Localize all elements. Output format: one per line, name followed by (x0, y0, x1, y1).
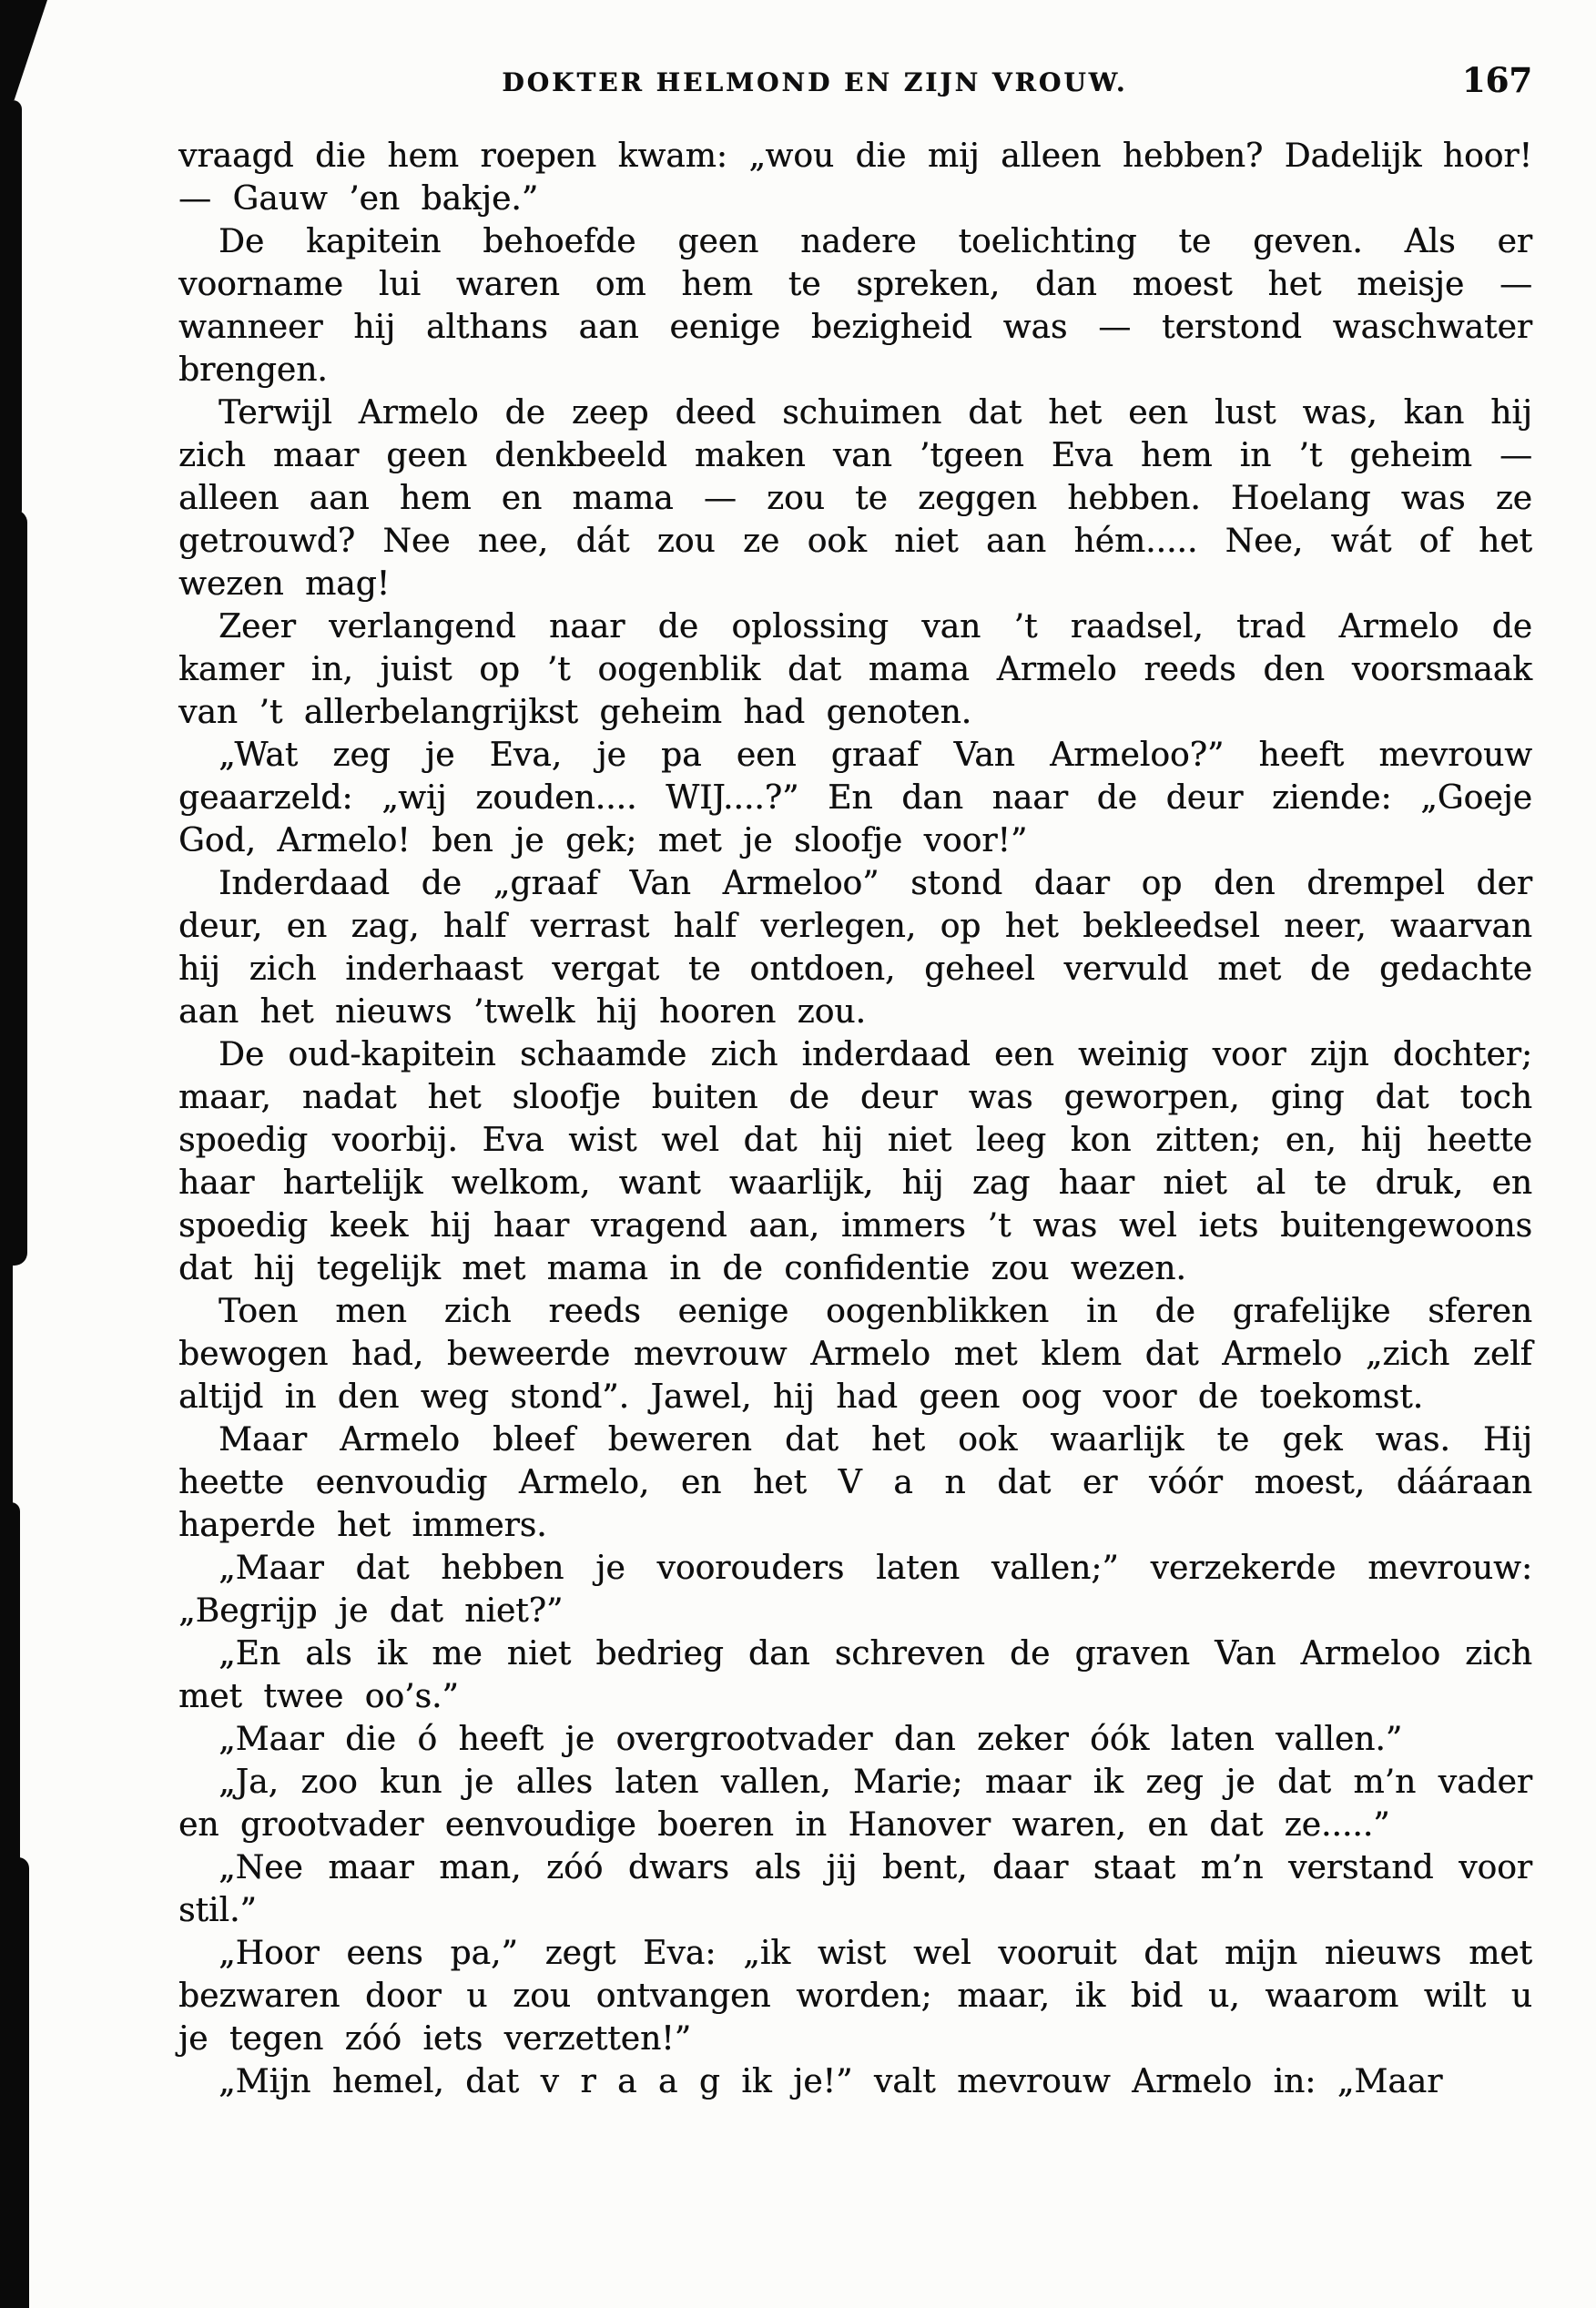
paragraph: De oud-kapitein schaamde zich inderdaad een weinig voor zijn dochter; maar, nadat het sloofje buiten de deur was geworpen, ging dat toch spoedig voorbij. Eva wist wel dat hij niet leeg kon zitten; en, hij heette haar hartelijk welkom, want waarlijk, hij zag haar niet al te druk, en spoedig keek hij haar vragend aan, immers ’t was wel iets buitengewoons dat hij tegelijk met mama in de confidentie zou wezen. (178, 1036, 1532, 1287)
paragraph: „Maar die ó heeft je overgrootvader dan zeker óók laten vallen.” (219, 1721, 1403, 1758)
paragraph: „Wat zeg je Eva, je pa een graaf Van Armeloo?” heeft mevrouw geaarzeld: „wij zouden.... WIJ....?” En dan naar de deur ziende: „Goeje God, Armelo! ben je gek; met je sloofje voor!” (178, 737, 1532, 859)
paragraph: Inderdaad de „graaf Van Armeloo” stond daar op den drempel der deur, en zag, half verrast half verlegen, op het bekleedsel neer, waarvan hij zich inderhaast vergat te ontdoen, geheel vervuld met de gedachte aan het nieuws ’twelk hij hooren zou. (178, 865, 1532, 1031)
paragraph: „Maar dat hebben je voorouders laten vallen;” verzekerde mevrouw: „Begrijp je dat niet?” (178, 1550, 1532, 1630)
paragraph: vraagd die hem roepen kwam: „wou die mij alleen hebben? Dadelijk hoor! — Gauw ’en bakje.” (178, 137, 1532, 218)
paragraph: Toen men zich reeds eenige oogenblikken in de grafelijke sferen bewogen had, beweerde mevrouw Armelo met klem dat Armelo „zich zelf altijd in den weg stond”. Jawel, hij had geen oog voor de toekomst. (178, 1293, 1532, 1416)
paragraph: „En als ik me niet bedrieg dan schreven de graven Van Armeloo zich met twee oo’s.” (178, 1635, 1532, 1715)
paragraph: De kapitein behoefde geen nadere toelichting te geven. Als er voorname lui waren om hem te spreken, dan moest het meisje — wanneer hij althans aan eenige bezigheid was — terstond waschwater brengen. (178, 223, 1532, 389)
header-title: DOKTER HELMOND EN ZIJN VROUW. (502, 67, 1128, 97)
paragraph: Terwijl Armelo de zeep deed schuimen dat het een lust was, kan hij zich maar geen denkbeeld maken van ’tgeen Eva hem in ’t geheim — alleen aan hem en mama — zou te zeggen hebben. Hoelang was ze getrouwd? Nee nee, dát zou ze ook niet aan hém..... Nee, wát of het wezen mag! (178, 394, 1532, 603)
page-number: 167 (1461, 60, 1532, 100)
paragraph: „Ja, zoo kun je alles laten vallen, Marie; maar ik zeg je dat m’n vader en grootvader eenvoudige boeren in Hanover waren, en dat ze.....” (178, 1764, 1532, 1844)
paragraph: „Nee maar man, zóó dwars als jij bent, daar staat m’n verstand voor stil.” (178, 1849, 1532, 1929)
paragraph: „Hoor eens pa,” zegt Eva: „ik wist wel vooruit dat mijn nieuws met bezwaren door u zou ontvangen worden; maar, ik bid u, waarom wilt u je tegen zóó iets verzetten!” (178, 1935, 1532, 2058)
paragraph: Zeer verlangend naar de oplossing van ’t raadsel, trad Armelo de kamer in, juist op ’t oogenblik dat mama Armelo reeds den voorsmaak van ’t allerbelangrijkst geheim had genoten. (178, 608, 1532, 731)
text-block (178, 135, 1532, 2103)
running-header (178, 60, 1532, 107)
paragraph: Maar Armelo bleef beweren dat het ook waarlijk te gek was. Hij heette eenvoudig Armelo, en het V a n dat er vóór moest, dááraan haperde het immers. (178, 1421, 1532, 1544)
paragraph: „Mijn hemel, dat v r a a g ik je!” valt mevrouw Armelo in: „Maar (219, 2063, 1443, 2100)
